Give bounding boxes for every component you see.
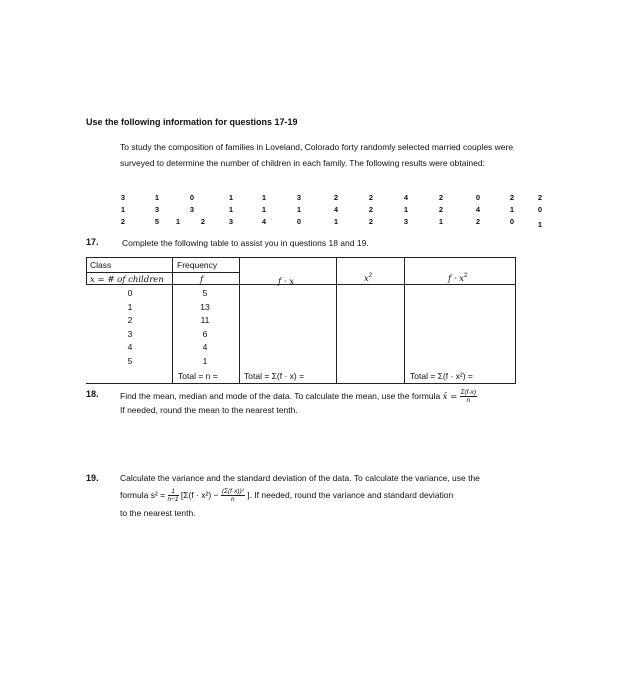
x2-header-text: x	[364, 274, 369, 284]
q18-line2: If needed, round the mean to the nearest tenth.	[120, 405, 298, 415]
class-subheader	[90, 274, 164, 285]
data-value: 1	[438, 217, 444, 226]
table-border-left	[86, 257, 87, 284]
data-value: 3	[154, 205, 160, 214]
class-header: Class	[90, 260, 112, 270]
q19-frac1-num: 1	[168, 488, 179, 496]
data-value: 2	[200, 217, 206, 226]
data-value: 1	[120, 205, 126, 214]
col-sep-fx	[336, 257, 337, 384]
frequency-header: Frequency	[177, 260, 218, 270]
col-sep-class	[172, 257, 173, 384]
data-value: 2	[120, 217, 126, 226]
q19-fraction-2	[221, 488, 245, 503]
frequency-value: 11	[200, 315, 210, 325]
frequency-value: 6	[202, 328, 208, 339]
data-value: 2	[368, 205, 374, 214]
q17-number: 17.	[86, 237, 99, 247]
class-value: 1	[127, 301, 133, 312]
table-border-bottom	[86, 383, 516, 384]
q19-frac2-den: n	[231, 496, 235, 503]
data-value: 3	[189, 205, 195, 214]
class-value: 0	[127, 288, 133, 298]
col-sep-frequency	[239, 257, 240, 384]
class-subheader-text: x = # of children	[90, 275, 164, 285]
table-border-top	[86, 257, 516, 258]
data-value: 1	[333, 217, 339, 226]
data-value: 5	[154, 217, 160, 226]
data-value: 3	[403, 217, 409, 226]
data-value: 2	[368, 217, 374, 226]
data-value: 1	[296, 205, 302, 214]
data-value: 1	[228, 205, 234, 214]
data-value: 0	[509, 217, 515, 226]
data-value: 0	[475, 193, 481, 202]
frequency-value: 1	[202, 355, 208, 366]
q19-line1: Calculate the variance and the standard deviation of the data. To calculate the variance, use the	[120, 473, 480, 483]
class-value: 4	[127, 342, 133, 352]
data-value: 3	[296, 193, 302, 202]
data-value: 3	[228, 217, 234, 226]
data-value: 1	[154, 193, 160, 202]
class-value: 3	[127, 328, 133, 339]
data-value: 1	[228, 193, 234, 202]
q19-line2	[120, 488, 453, 503]
data-value: 2	[537, 193, 543, 202]
data-value: 2	[438, 205, 444, 214]
class-value: 5	[127, 355, 133, 366]
data-value: 2	[438, 193, 444, 202]
data-value: 1	[175, 217, 181, 226]
frequency-value: 5	[202, 288, 208, 298]
total-fx-label: Total = Σ(f · x) =	[244, 371, 305, 381]
fx-header-text: f · x	[278, 277, 295, 287]
data-value: 1	[509, 205, 515, 214]
q19-formula-end: ]. If needed, round the variance and standard deviation	[247, 489, 454, 500]
data-value: 4	[475, 205, 481, 214]
section-heading: Use the following information for questions 17-19	[86, 117, 298, 127]
data-value: 2	[475, 217, 481, 226]
data-value: 0	[189, 193, 195, 202]
q18-formula-lhs: x̄ =	[442, 391, 458, 402]
data-value: 0	[296, 217, 302, 226]
q18-line1-text: Find the mean, median and mode of the data. To calculate the mean, use the formula	[120, 390, 441, 401]
q19-frac2-num: (Σ(f·x))²	[221, 488, 244, 495]
q18-formula-denominator: n	[466, 397, 471, 404]
fx2-header: $f \cdot x^2$	[448, 273, 468, 284]
data-value: 2	[509, 193, 515, 202]
q18-formula-numerator: Σ(f·x)	[460, 389, 477, 396]
data-value: 4	[403, 193, 409, 202]
data-value: 1	[403, 205, 409, 214]
data-value: 4	[261, 217, 267, 226]
fx2-header-text: f · x	[448, 274, 465, 284]
total-n-label: Total = n =	[178, 371, 218, 381]
data-value: 4	[333, 205, 339, 214]
col-sep-x2	[404, 257, 405, 384]
table-border-right	[515, 257, 516, 384]
data-value: 2	[333, 193, 339, 202]
fx-header	[278, 276, 294, 287]
q19-formula-mid: [Σ(f · x²) −	[180, 489, 219, 500]
data-value: 1	[261, 205, 267, 214]
table-subheader-rule	[86, 272, 239, 273]
class-value: 2	[127, 315, 133, 325]
q19-frac1-den: n−1	[167, 496, 179, 503]
q19-formula-prefix: formula s² =	[120, 489, 166, 500]
q19-fraction-1	[168, 488, 179, 503]
data-value: 1	[537, 220, 543, 229]
total-fx2-label: Total = Σ(f · x²) =	[410, 371, 473, 381]
data-value: 0	[537, 205, 543, 214]
q17-text: Complete the following table to assist you in questions 18 and 19.	[122, 238, 369, 248]
data-value: 3	[120, 193, 126, 202]
frequency-value: 4	[202, 342, 208, 352]
q18-mean-formula	[460, 389, 477, 404]
q19-number: 19.	[86, 473, 99, 483]
data-value: 1	[261, 193, 267, 202]
x2-header: $x^2$	[364, 273, 373, 284]
q19-line3: to the nearest tenth.	[120, 508, 196, 518]
q18-line1	[120, 389, 477, 404]
frequency-subheader	[200, 274, 203, 285]
frequency-value: 13	[200, 301, 210, 312]
intro-paragraph: To study the composition of families in Loveland, Colorado forty randomly selected married couples were surveyed to determine the number of children in each family. The following results were obtained:	[120, 142, 514, 168]
q18-number: 18.	[86, 389, 99, 399]
frequency-subheader-text: f	[200, 275, 204, 285]
data-value: 2	[368, 193, 374, 202]
